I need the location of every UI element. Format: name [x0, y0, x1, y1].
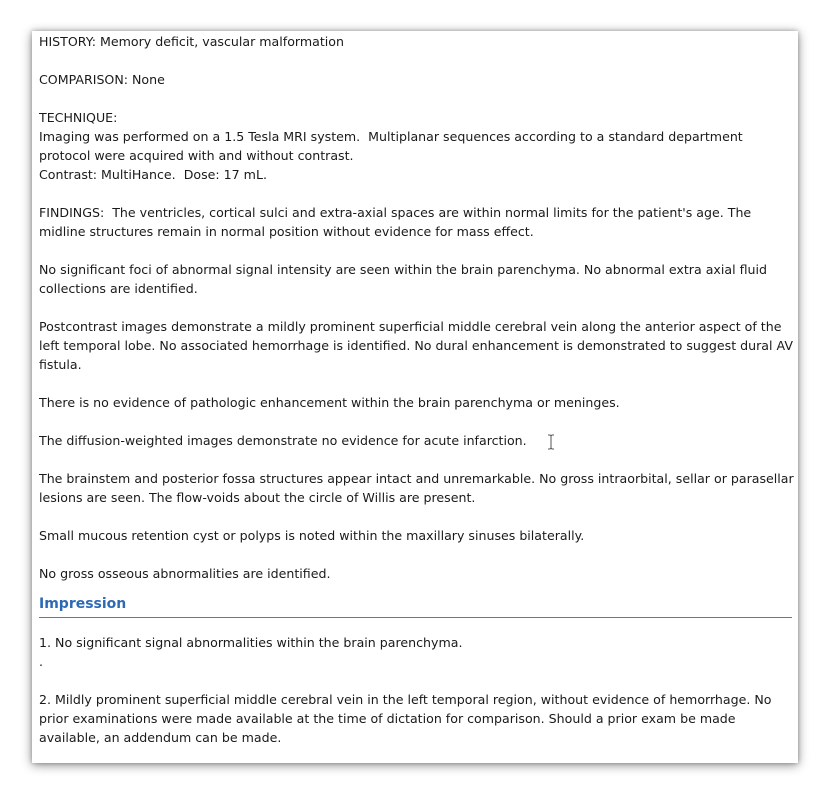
technique-description: Imaging was performed on a 1.5 Tesla MRI system. Multiplanar sequences according to a standard department protocol were acquired with and without contrast.	[39, 129, 747, 163]
findings-paragraph: FINDINGS: The ventricles, cortical sulci and extra-axial spaces are within normal limits for the patient's age. The midline structures remain in normal position without evidence for mass effect.	[39, 205, 756, 239]
technique-label: TECHNIQUE:	[39, 110, 118, 125]
impression-item-1-dot: .	[39, 654, 44, 669]
findings-paragraph: No gross osseous abnormalities are identified.	[39, 566, 331, 581]
impression-heading: Impression	[39, 596, 127, 612]
findings-paragraph: The diffusion-weighted images demonstrate no evidence for acute infarction.	[39, 433, 527, 448]
impression-item-1: 1. No significant signal abnormalities within the brain parenchyma.	[39, 635, 463, 650]
comparison-line: COMPARISON: None	[39, 72, 165, 87]
report-page[interactable]	[32, 31, 798, 763]
findings-paragraph: The brainstem and posterior fossa structures appear intact and unremarkable. No gross intraorbital, sellar or parasellar lesions are seen. The flow-voids about the circle of Willis are present.	[39, 471, 798, 505]
report-text-area[interactable]	[39, 31, 798, 747]
findings-paragraph: There is no evidence of pathologic enhancement within the brain parenchyma or meninges.	[39, 395, 620, 410]
impression-heading-rule	[39, 593, 792, 618]
findings-paragraph: No significant foci of abnormal signal intensity are seen within the brain parenchyma. No abnormal extra axial fluid collections are identified.	[39, 262, 772, 296]
i-beam-cursor-icon	[547, 434, 555, 450]
findings-paragraph: Postcontrast images demonstrate a mildly prominent superficial middle cerebral vein along the anterior aspect of the left temporal lobe. No associated hemorrhage is identified. No dural enhancement is demonstrated to suggest dural AV fistula.	[39, 319, 797, 372]
history-line: HISTORY: Memory deficit, vascular malformation	[39, 34, 344, 49]
technique-contrast: Contrast: MultiHance. Dose: 17 mL.	[39, 167, 267, 182]
impression-item-2: 2. Mildly prominent superficial middle cerebral vein in the left temporal region, without evidence of hemorrhage. No prior examinations were made available at the time of dictation for comparison. Should a prior exam be made available, an addendum can be made.	[39, 692, 776, 745]
findings-paragraph: Small mucous retention cyst or polyps is noted within the maxillary sinuses bilaterally.	[39, 528, 585, 543]
